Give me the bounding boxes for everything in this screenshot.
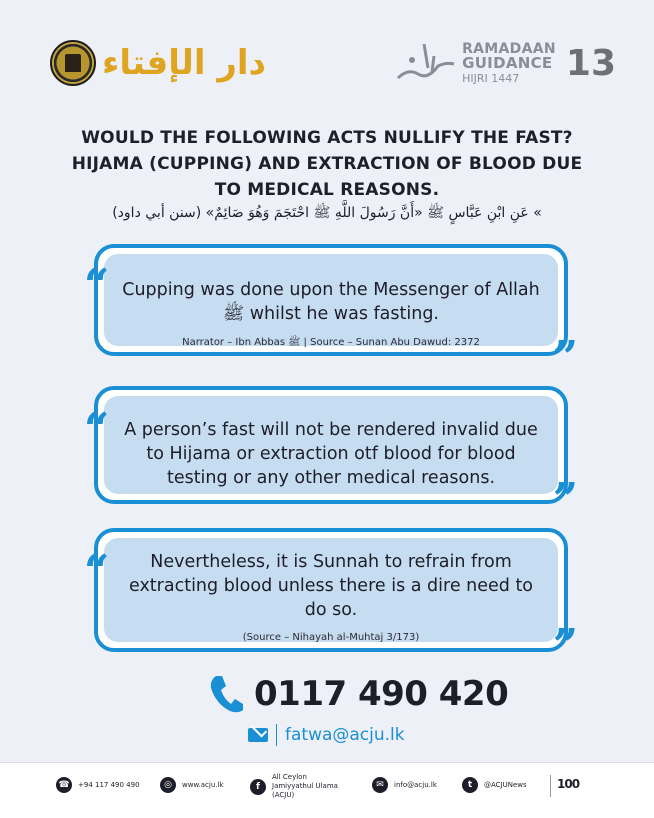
hotline[interactable] bbox=[208, 674, 508, 714]
org-logo bbox=[50, 40, 266, 86]
org-name-arabic: دار الإفتاء bbox=[102, 43, 266, 83]
card-2-text: A person’s fast will not be rendered invalid due to Hijama or extraction otf blood for blood testing or any other medical reasons. bbox=[124, 420, 538, 488]
footer-website-text: www.acju.lk bbox=[182, 780, 224, 789]
footer-twitter[interactable] bbox=[462, 777, 527, 793]
series-year: HIJRI 1447 bbox=[462, 72, 520, 85]
quote-card-1 bbox=[84, 244, 578, 383]
card-3-source: (Source – Nihayah al-Muhtaj 3/173) bbox=[242, 632, 420, 643]
quote-card-3 bbox=[84, 528, 578, 671]
envelope-icon bbox=[248, 728, 268, 742]
headline bbox=[60, 125, 594, 203]
phone-number[interactable]: 0117 490 420 bbox=[254, 674, 509, 714]
footer-phone-text: +94 117 490 490 bbox=[78, 780, 140, 789]
footer-email-text: info@acju.lk bbox=[394, 780, 437, 789]
emblem-mark: 100 bbox=[557, 777, 580, 791]
quote-card-2 bbox=[84, 386, 578, 525]
close-quote-icon: ” bbox=[552, 620, 578, 671]
footer-facebook-text: All Ceylon Jamiyyathul Ulama (ACJU) bbox=[272, 773, 338, 799]
arabic-hadith: » عَنِ ابْنِ عَبَّاسٍ ﷺ «أَنَّ رَسُولَ اللَّهِ ﷺ احْتَجَمَ وَهُوَ صَائِمٌ» (سنن أبي داود) bbox=[112, 205, 542, 221]
close-quote-icon: ” bbox=[552, 474, 578, 525]
series-title-line2: GUIDANCE bbox=[462, 54, 553, 72]
centenary-emblem bbox=[550, 775, 601, 797]
calligraphy-icon bbox=[394, 38, 458, 88]
email-contact[interactable] bbox=[248, 724, 405, 746]
footer-phone[interactable] bbox=[56, 777, 140, 793]
headline-line-2: HIJAMA (CUPPING) AND EXTRACTION OF BLOOD DUE bbox=[71, 154, 583, 174]
series-badge bbox=[394, 38, 616, 88]
series-number: 13 bbox=[565, 42, 616, 84]
headline-line-3: TO MEDICAL REASONS. bbox=[214, 180, 440, 200]
twitter-icon: t bbox=[462, 777, 478, 793]
series-title-line1: RAMADAAN bbox=[462, 41, 556, 57]
facebook-icon: f bbox=[250, 779, 266, 795]
footer-facebook[interactable] bbox=[250, 773, 338, 800]
footer bbox=[0, 762, 654, 818]
email-link[interactable]: fatwa@acju.lk bbox=[285, 725, 405, 745]
phone-icon bbox=[208, 674, 244, 714]
globe-icon: ◎ bbox=[160, 777, 176, 793]
headline-line-1: WOULD THE FOLLOWING ACTS NULLIFY THE FAST? bbox=[81, 128, 573, 148]
open-quote-icon: “ bbox=[84, 404, 110, 455]
card-1-source: Narrator – Ibn Abbas ﷺ | Source – Sunan Abu Dawud: 2372 bbox=[182, 337, 480, 348]
footer-email[interactable] bbox=[372, 777, 437, 793]
card-1-text: Cupping was done upon the Messenger of Allah ﷺ whilst he was fasting. bbox=[122, 280, 540, 324]
phone-icon: ☎ bbox=[56, 777, 72, 793]
divider bbox=[276, 724, 277, 746]
card-3-text: Nevertheless, it is Sunnah to refrain from extracting blood unless there is a dire need to do so. bbox=[128, 552, 534, 620]
footer-twitter-text: @ACJUNews bbox=[484, 780, 527, 789]
seal-icon bbox=[50, 40, 96, 86]
close-quote-icon: ” bbox=[552, 332, 578, 383]
mail-icon: ✉ bbox=[372, 777, 388, 793]
open-quote-icon: “ bbox=[84, 546, 110, 597]
footer-website[interactable] bbox=[160, 777, 224, 793]
open-quote-icon: “ bbox=[84, 260, 110, 311]
